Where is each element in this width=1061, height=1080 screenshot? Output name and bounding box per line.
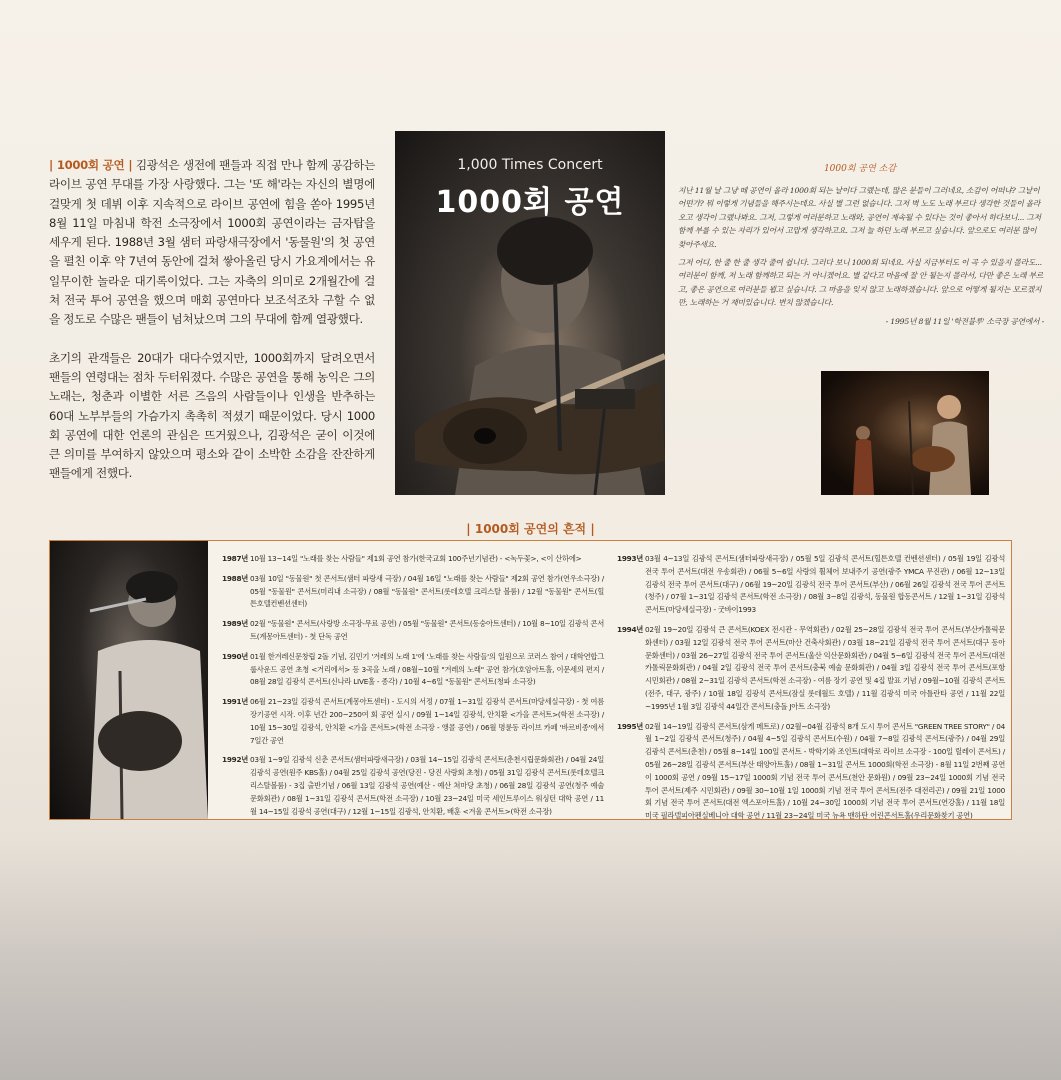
concert-poster bbox=[395, 131, 665, 495]
history-entry bbox=[617, 553, 1005, 617]
history-year: 1987년 bbox=[222, 554, 249, 563]
intro-paragraph-1-text: 김광석은 생전에 팬들과 직접 만나 함께 공감하는 라이브 공연 무대를 가장 사랑했다. 그는 '또 해'라는 자신의 별명에 걸맞게 첫 데뷔 이후 지속적으로 라이브 공연에 힘을 쏟아 1995년 8월 11일 마침내 학전 소극장에서 1000회 공연이라는 금자탑을 세우게 된다. 1988년 3월 샘터 파랑새극장에서 '동물원'의 첫 공연을 펼친 이후 약 7년여 동안에 걸쳐 쌓아올린 당시 가요계에서는 유일무이한 놀라운 대기록이었다. 그는 자축의 의미로 2개월간에 걸쳐 전국 투어 공연을 했으며 매회 공연마다 보조석조차 구할 수 없을 정도로 수많은 팬들이 넘쳐났으며 그의 무대에 함께 열광했다. bbox=[49, 158, 375, 327]
singer-bw-photo bbox=[50, 541, 208, 819]
letter-signature: - 1995년 8월 11일 '학전블루' 소극장 공연에서 - bbox=[885, 316, 1044, 326]
history-year: 1989년 bbox=[222, 619, 249, 629]
history-text: 02월 19~20일 김광석 큰 콘서트(KOEX 전시관 - 무역회관) / 02월 25~28일 김광석 전국 투어 콘서트(부산카톨릭문화센터) / 03월 12일 김광석 전국 투어 콘서트(마산 건축사회관) / 03월 18~21일 김광석 전국 투어 콘서트(대구 동아문화센터) / 03월 26~27일 김광석 전국 투어 콘서트(울산 익산문화회관) / 04월 5~6일 김광석 전국 투어 콘서트(대전 카톨릭문화회관) / 04월 2일 김광석 전국 투어 콘서트(충북 예술 문화회관) / 04월 3일 김광석 전국 투어 콘서트(포항 시민회관) / 08월 2~31일 김광석 콘서트(학전 소극장) - 여름 장기 공연 및 4집 발표 기념 / 09월~10월 김광석 콘서트(전주, 대구, 광주) / 10월 18일 김광석 콘서트(잠실 롯데월드 호텔) / 11월 김광석 미국 아틀란타 공연 / 11월 22일~1995년 1월 3일 김광석 44일간 콘서트(충돌 J아트 소극장) bbox=[645, 624, 1005, 711]
performance-history-box bbox=[49, 540, 1012, 820]
intro-paragraph-1 bbox=[49, 156, 375, 330]
handwritten-letter bbox=[678, 184, 1044, 328]
history-year: 1995년 bbox=[617, 721, 644, 731]
history-column-left bbox=[222, 553, 604, 825]
history-year: 1991년 bbox=[222, 697, 249, 707]
history-text: 06월 21~23일 김광석 콘서트(계몽아트센터) - 도시의 서정 / 07월 1~31일 김광석 콘서트(마당세실극장) - 첫 여름장기공연 시작. 이후 년간 200~250여 회 공연 실시 / 09월 1~14일 김광석, 안치환 <가을 콘서트>(학전 소극장) / 10월 15~30일 김광석, 안치환 <가을 콘서트>(학전 소극장 - 앵콜 공연) / 06월 명륜동 라이브 카페 '바르비종'에서 7일간 공연 bbox=[250, 697, 604, 745]
section-title: | 1000회 공연의 흔적 | bbox=[466, 522, 595, 536]
history-entry bbox=[617, 721, 1005, 823]
history-text: 03월 4~13일 김광석 콘서트(샘터파랑새극장) / 05월 5일 김광석 콘서트(힐튼호텔 컨벤션센터) / 05월 19일 김광석 전국 투어 콘서트(대전 우송회관) / 06월 5~6일 사랑의 휠체어 보내주기 공연(광주 YMCA 무진관) / 06월 12~13일 김광석 전국 투어 콘서트(대구) / 06월 19~20일 김광석 전국 투어 콘서트(부산) / 06월 26일 김광석 전국 투어 콘서트(청주) / 07월 1~31일 김광석 콘서트(학전 소극장) / 08월 3~8일 김광석, 동물원 합동콘서트 / 12월 1~31일 김광석 콘서트(마당세실극장) - 굿바이1993 bbox=[645, 554, 1005, 615]
history-entry bbox=[222, 754, 604, 818]
letter-title: 1000회 공연 소감 bbox=[823, 164, 897, 174]
letter-paragraph-1: 지난 11월 날 그냥 떼 공연이 올라 1000회 되는 날이다 그랬는데, 많은 분들이 그러네요, 소감이 어떠냐? 그날이 어떤가? 뭐 이렇게 기념들을 해주시는데요. 사실 별 그런 없습니다. 그저 벽 노도 노래 부르다 생각한 것들이 올라오고 생각이 그랬나봐요. 그저, 그렇게 여러분하고 노래와, 공연이 계속될 수 있다는 것이 좋아서 하다보니... 그저 함께 부를 수 있는 자리가 있어서 고맙게 생각하고요. 그저 늘 하던 노래 부르고 싶습니다. 앞으로도 여러분 많이 찾아주세요. bbox=[678, 186, 1041, 249]
history-year: 1992년 bbox=[222, 755, 249, 765]
history-text: 10월 13~14일 "노래를 찾는 사람들" 제1회 공연 참가(한국교회 100주년기념관) - <녹두꽃>, <이 산하에> bbox=[250, 554, 582, 563]
history-text: 03월 1~9일 김광석 신춘 콘서트(샘터파랑새극장) / 03월 14~15일 김광석 콘서트(춘천시립문화회관) / 04월 24일 김광석 공연(원주 KBS홀) / 04월 25일 김광석 공연(당진 - 당진 사랑회 초청) / 05월 31일 김광석 콘서트(롯데호텔크리스탈볼룸) - 3집 출반기념 / 06월 13일 김광석 공연(예산 - 예산 쳐마당 초청) / 06월 28일 김광석 공연(청주 예술문화회관) / 08월 1~31일 김광석 콘서트(학전 소극장) / 10월 23~24일 미국 세인트루이스 워싱턴 대학 공연 / 11월 14~15일 김광석 공연(대구) / 12월 1~15일 김광석, 안치환, 배훈 <겨울 콘서트>(학전 소극장) bbox=[250, 755, 604, 816]
history-entry bbox=[222, 618, 604, 644]
history-text: 02월 14~19일 김광석 콘서트(삼게 메트로) / 02월~04월 김광석 8개 도시 투어 콘서트 "GREEN TREE STORY" / 04월 1~2일 김광석 콘서트(청주) / 04월 4~5일 김광석 콘서트(수원) / 04월 7~8일 김광석 콘서트(광주) / 04월 29일 김광석 콘서트(춘천) / 05월 8~14일 100일 콘서트 - 박학기와 조인트(대학로 라이브 소극장 - 100일 릴레이 콘서트) / 05월 26~28일 김광석 콘서트(부산 태양아트홀) / 08월 1~31일 콘서트 1000회(학전 소극장) - 8월 11일 2번째 공연이 1000회 공연 / 09월 15~17일 1000회 기념 전국 투어 콘서트(천안 문화원) / 09월 23~24일 1000회 기념 전국 투어 콘서트(제주 시민회관) / 09월 30~10월 1일 1000회 기념 전국 투어 콘서트(전주 대전리곤) / 09월 21일 1000회 기념 전국 투어 콘서트(대전 엑스포아트홀) / 10월 24~30일 1000회 기념 전국 투어 콘서트(연강홀) / 11월 18일 미국 필라델피아펜실베니아 대학 공연 / 11월 23~24일 미국 뉴욕 맨하탄 어린콘서트홀(우리문화찾기 공연) bbox=[645, 721, 1005, 821]
history-year: 1990년 bbox=[222, 651, 249, 661]
history-text: 01월 한겨레신문창립 2돌 기념, 김민기 '겨레의 노래 1'에 '노래를 찾는 사람들'의 일원으로 코러스 참여 / 대학연합그룹사운드 공연 초청 <거리에서> 등 3곡을 노래 / 08월~10월 "겨레의 노래" 공연 참가(호암아트홀, 이문세의 편지 / 08월 28일 김광석 콘서트(신나라 LIVE홀 - 종각) / 10월 4~6일 "동물원" 콘서트(청파 소극장) bbox=[250, 651, 604, 687]
poster-title: 1000회 공연 bbox=[435, 185, 625, 220]
history-text: 03월 10일 "동물원" 첫 콘서트(샘터 파랑새 극장) / 04월 16일 "노래를 찾는 사람들" 제2회 공연 참가(연우소극장) / 05월 "동물원" 콘서트(미리내 소극장) / 08월 "동물원" 콘서트(롯데호텔 크리스탈 볼룸) / 12월 "동물원" 콘서트(힐튼호텔컨벤션센터) bbox=[250, 573, 604, 609]
letter-paragraph-2: 그저 어디, 한 줄 한 줄 생각 줄여 쉽니다. 그러다 보니 1000회 되네요. 사실 지금부터도 이 곡 수 있을지 몰라도... 여러분이 함께, 저 노래 함께하고 되는 거 아니겠어요. 별 같다고 마음에 잘 안 될는지 몰라서, 다만 좋은 노래 부르고, 좋은 공연으로 여러분들 뵙고 싶습니다. 그 마음을 잊지 않고 노래하겠습니다. 앞으로 어떻게 될지는 모르겠지만, 노래하는 거 재미있습니다. 변치 않겠습니다. bbox=[678, 258, 1044, 308]
history-year: 1993년 bbox=[617, 554, 644, 563]
intro-paragraph-2: 초기의 관객들은 20대가 대다수였지만, 1000회까지 달려오면서 팬들의 연령대는 점차 두터워졌다. 수많은 공연을 통해 농익은 그의 노래는, 청춘과 이별한 서른 즈음의 사람들이나 인생을 반추하는 60대 노부부들의 가슴가지 촉촉히 적셨기 때문이었다. 당시 1000회 공연에 대한 언론의 관심은 뜨거웠으나, 김광석은 굳이 이것에 큰 의미를 부여하지 않았으며 평소와 같이 소박한 소감을 잔잔하게 팬들에게 전했다. bbox=[49, 350, 375, 481]
history-text: 02월 "동물원" 콘서트(사랑방 소극장-무료 공연) / 05월 "동물원" 콘서트(동숭아트센터) / 10월 8~10일 김광석 콘서트(계몽아트센터) - 첫 단독 공연 bbox=[250, 619, 604, 641]
stage-performers-illustration bbox=[821, 371, 989, 495]
history-column-right bbox=[617, 553, 1005, 830]
history-year: 1988년 bbox=[222, 573, 249, 583]
history-entry bbox=[222, 696, 604, 747]
history-entry bbox=[222, 651, 604, 689]
poster-subtitle: 1,000 Times Concert bbox=[457, 157, 603, 173]
intro-text bbox=[49, 156, 375, 484]
history-entry bbox=[222, 573, 604, 611]
concert-stage-photo bbox=[821, 371, 989, 495]
intro-lead-label: | 1000회 공연 | bbox=[49, 158, 133, 172]
history-entry bbox=[222, 553, 604, 566]
history-year: 1994년 bbox=[617, 624, 644, 634]
singer-harmonica-illustration bbox=[50, 541, 208, 819]
history-entry bbox=[617, 624, 1005, 714]
